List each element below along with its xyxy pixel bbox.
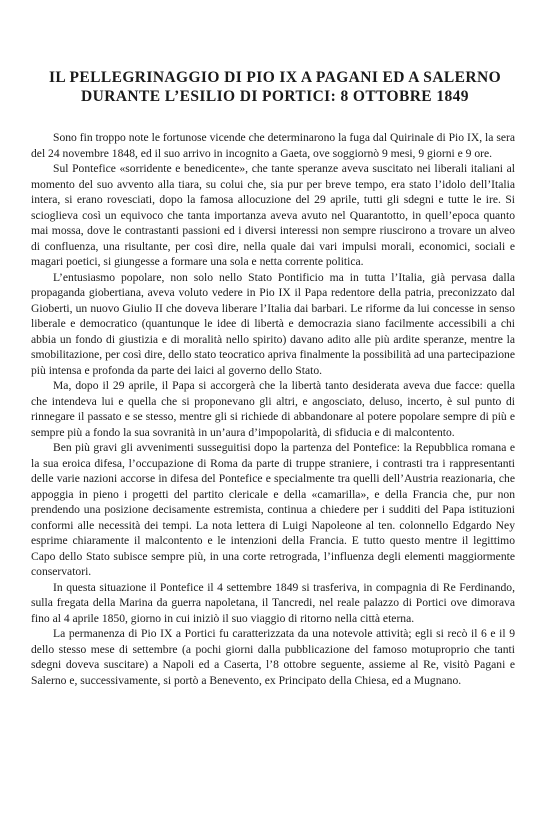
- title-line-1: IL PELLEGRINAGGIO DI PIO IX A PAGANI ED A SALERNO: [48, 69, 502, 86]
- article-body: [31, 130, 515, 688]
- paragraph: La permanenza di Pio IX a Portici fu caratterizzata da una notevole attività; egli si recò il 6 e il 9 dello stesso mese di settembre (a pochi giorni dalla pubblicazione del famoso motuproprio che tanti sdegni doveva suscitare) a Napoli ed a Caserta, l’8 ottobre seguente, assieme al Re, visitò Pagani e Salerno e, successivamente, si portò a Benevento, ex Principato della Chiesa, ed a Mugnano.: [31, 627, 515, 687]
- article-title: [40, 68, 510, 106]
- paragraph: L’entusiasmo popolare, non solo nello Stato Pontificio ma in tutta l’Italia, già pervasa dalla propaganda giobertiana, aveva voluto vedere in Pio IX il Papa redentore della patria, preconizzato dal Gioberti, un nuovo Giulio II che doveva liberare l’Italia dai barbari. Le riforme da lui concesse in senso liberale e democratico (quantunque le idee di libertà e democrazia siano facilmente accessibili a chi abbia un fondo di giustizia e di moralità nello spirito) davano adito alle più ardite speranze, mentre la smobilitazione, per così dire, dello stato teocratico apriva finalmente la possibilità ad una partecipazione più intensa e profonda da parte dei laici al governo dello Stato.: [31, 270, 515, 377]
- paragraph: In questa situazione il Pontefice il 4 settembre 1849 si trasferiva, in compagnia di Re Ferdinando, sulla fregata della Marina da guerra napoletana, il Tancredi, nel reale palazzo di Portici ove dimorava fino al 4 aprile 1850, giorno in cui iniziò il suo viaggio di ritorno nella città eterna.: [31, 580, 515, 625]
- paragraph: Sul Pontefice «sorridente e benedicente», che tante speranze aveva suscitato nei liberali italiani al momento del suo avvento alla tiara, su colui che, sia pur per breve tempo, era stato l’idolo dell’Italia intera, si erano rovesciati, dopo la famosa allocuzione del 29 aprile, tutti gli sdegni e tutte le ire. Si scioglieva così un equivoco che tanta importanza aveva avuto nel Quarantotto, in quell’epoca quanto mai mossa, dove le contrastanti passioni ed i diversi interessi non sempre riuscirono a trovare un alveo di confluenza, una risultante, per così dire, nella quale dai vari impulsi morali, economici, sociali e magari poetici, si giungesse a formare una sola e netta corrente politica.: [31, 162, 515, 268]
- title-line-2: DURANTE L’ESILIO DI PORTICI: 8 OTTOBRE 1849: [81, 88, 469, 105]
- paragraph: Ben più gravi gli avvenimenti susseguitisi dopo la partenza del Pontefice: la Repubblica romana e la sua eroica difesa, l’occupazione di Roma da parte di truppe straniere, i contrasti tra i rappresentanti delle varie nazioni accorse in difesa del Pontefice e specialmente tra quelli dell’Austria reazionaria, che appoggia in pieno i progetti del partito clericale e della «camarilla», e della Francia che, pur non prendendo una posizione decisamente estremista, continua a chiedere per i sudditi del Papa istituzioni conformi alle necessità dei tempi. La nota lettera di Luigi Napoleone al ten. colonnello Edgardo Ney esprime chiaramente il malcontento e le intenzioni della Francia. E tutto questo mentre il legittimo Capo dello Stato subisce sempre più, in una corte retrograda, l’influenza degli elementi maggiormente conservatori.: [31, 441, 515, 578]
- paragraph: Ma, dopo il 29 aprile, il Papa si accorgerà che la libertà tanto desiderata aveva due facce: quella che intendeva lui e quella che si proponevano gli altri, e angosciato, deluso, incerto, è sul punto di rinnegare il passato e se stesso, mentre gli si richiede di abbandonare al potere popolare sempre di più e sempre più a fondo la sua sovranità in un’aura d’impopolarità, di sfiducia e di malcontento.: [31, 379, 515, 439]
- paragraph: Sono fin troppo note le fortunose vicende che determinarono la fuga dal Quirinale di Pio IX, la sera del 24 novembre 1848, ed il suo arrivo in incognito a Gaeta, ove soggiornò 9 mesi, 9 giorni e 9 ore.: [31, 131, 515, 160]
